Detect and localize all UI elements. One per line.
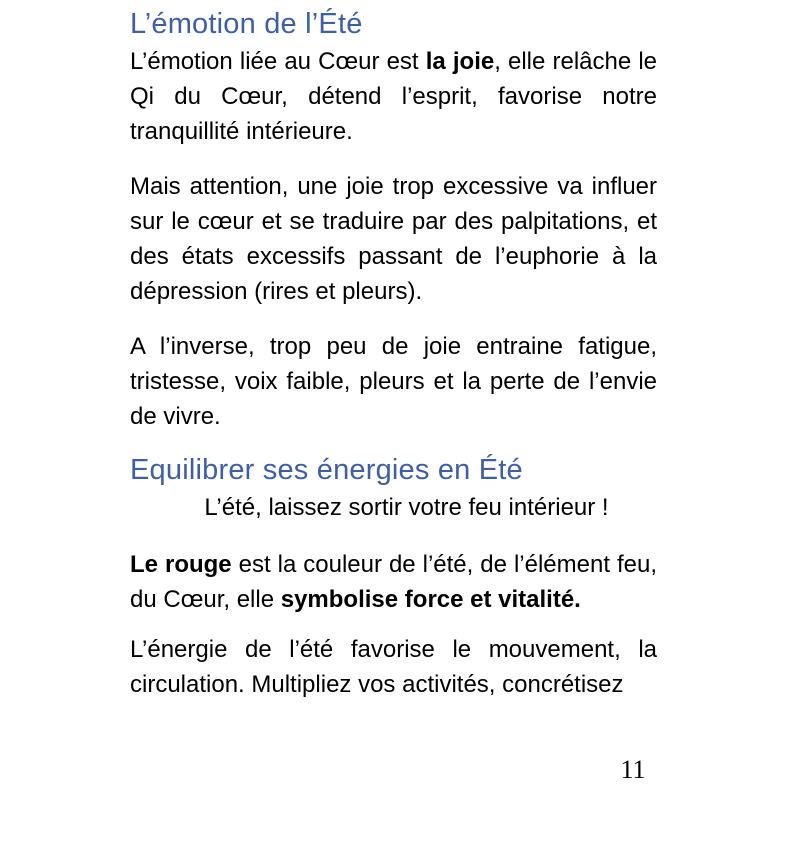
text-run-bold-la-joie: la joie [425, 48, 495, 75]
section-heading-emotion-ete: L’émotion de l’Été [130, 8, 363, 40]
section-heading-equilibrer-energies: Equilibrer ses énergies en Été [130, 454, 523, 486]
paragraph-equilibrer-1 [130, 547, 657, 617]
text-run: Mais attention, une joie trop excessive va influer sur le cœur et se traduire par des palpitations, et des états excessifs passant de l’euphorie à la dépression (rires et pleurs). [130, 173, 657, 305]
paragraph-equilibrer-2 [130, 632, 657, 702]
text-run: L’énergie de l’été favorise le mouvement, la circulation. Multipliez vos activités, concrétisez [130, 636, 657, 698]
page-number: 11 [620, 755, 646, 784]
paragraph-emotion-3 [130, 329, 657, 434]
text-run: est la couleur de l’été, de l’élément feu, du Cœur, elle [130, 551, 658, 613]
paragraph-emotion-1 [130, 44, 657, 149]
text-column [130, 8, 657, 722]
text-run: L’émotion liée au Cœur est [130, 48, 426, 75]
text-run-bold-le-rouge: Le rouge [130, 551, 232, 578]
paragraph-emotion-2 [130, 169, 657, 309]
pull-quote-feu-interieur: L’été, laissez sortir votre feu intérieur ! [204, 494, 609, 521]
text-run-bold-symbolise: symbolise force et vitalité. [280, 586, 581, 613]
text-run: , elle relâche le Qi du Cœur, détend l’esprit, favorise notre tranquillité intérieure. [130, 48, 657, 145]
text-run: A l’inverse, trop peu de joie entraine fatigue, tristesse, voix faible, pleurs et la perte de l’envie de vivre. [130, 333, 657, 430]
